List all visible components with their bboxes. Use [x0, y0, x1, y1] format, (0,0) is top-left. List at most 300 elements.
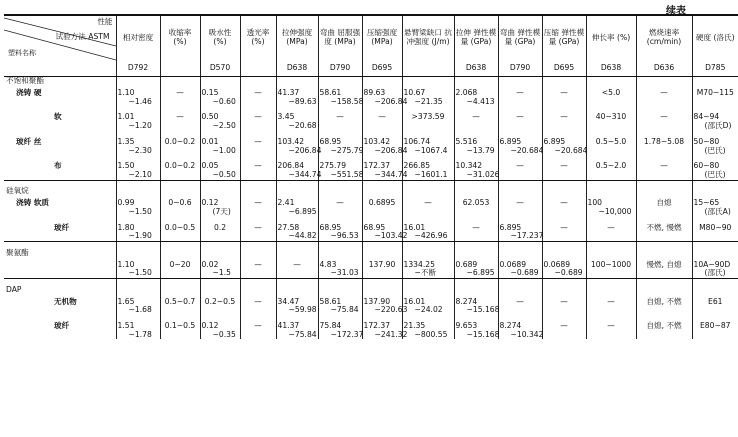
- spacer-row: [4, 242, 738, 249]
- empty-cell: [454, 286, 498, 298]
- value-cell: [542, 89, 586, 106]
- value-cell: [276, 136, 322, 155]
- value-cell: [692, 138, 738, 155]
- value-line: —: [560, 296, 568, 306]
- value-range-end: (巴氏): [704, 170, 726, 180]
- value-cell: [402, 162, 454, 180]
- value-range-end: ~0.689: [510, 268, 539, 278]
- value-line: —: [560, 112, 568, 122]
- value-cell: [454, 224, 498, 242]
- spacer-cell: [454, 180, 498, 187]
- value-cell: [636, 138, 692, 155]
- value-cell: [498, 261, 542, 279]
- value-line: 266.85: [403, 161, 431, 171]
- value-line: —: [254, 112, 262, 122]
- value-cell: [586, 199, 636, 216]
- value-cell: [200, 89, 240, 106]
- value-range-end: (邵氏A): [704, 206, 731, 216]
- empty-cell: [498, 286, 542, 298]
- value-cell: [200, 298, 240, 315]
- value-range-end: ~241.32: [374, 329, 408, 339]
- spacer-cell: [200, 180, 240, 187]
- value-line: 34.47: [277, 296, 300, 306]
- value-cell: [498, 89, 542, 106]
- row-label: [4, 261, 116, 279]
- spacer-cell: [586, 180, 636, 187]
- value-cell: [318, 322, 362, 339]
- spacer-cell: [454, 279, 498, 286]
- value-line: 1.10: [117, 259, 135, 269]
- value-range-end: ~1601.1: [414, 170, 448, 180]
- value-line: 137.90: [363, 296, 391, 306]
- column-header: 压缩强度 (MPa): [362, 15, 402, 60]
- spacer-cell: [362, 180, 402, 187]
- spacer-cell: [542, 242, 586, 249]
- astm-standard-cell: [240, 60, 276, 77]
- value-cell: [240, 199, 276, 216]
- astm-standard-cell: D790: [318, 60, 362, 77]
- spacer-cell: [276, 242, 318, 249]
- value-cell: [240, 261, 276, 279]
- value-line: 0.1~0.5: [164, 321, 196, 330]
- row-label: 玻纤 丝: [16, 136, 42, 146]
- spacer-cell: [362, 279, 402, 286]
- section-title: 硅氧烷: [6, 186, 29, 196]
- value-range-end: ~1.90: [128, 231, 152, 241]
- value-cell: [160, 138, 200, 155]
- value-line: M70~115: [696, 88, 734, 97]
- value-cell: [160, 199, 200, 216]
- value-cell: [240, 138, 276, 155]
- value-range-end: ~4.413: [466, 96, 495, 106]
- value-line: 0.2~0.5: [204, 296, 236, 306]
- value-cell: [692, 322, 738, 339]
- value-line: —: [607, 222, 615, 232]
- value-line: 1.35: [117, 136, 135, 146]
- value-line: 106.74: [403, 136, 431, 146]
- value-line: 275.79: [319, 161, 347, 171]
- empty-cell: [692, 249, 738, 261]
- astm-standard-cell: D695: [542, 60, 586, 77]
- value-cell: [586, 224, 636, 242]
- value-line: 0.01: [201, 136, 219, 146]
- empty-cell: [160, 249, 200, 261]
- column-header: 压缩 弹性模量 (GPa): [542, 15, 586, 60]
- table-row: [4, 113, 738, 130]
- value-line: 0.5~5.0: [595, 136, 627, 146]
- value-line: 0.5~0.7: [164, 296, 196, 306]
- value-line: 自熄: [656, 198, 672, 208]
- value-cell: [586, 298, 636, 315]
- value-line: 100~1000: [590, 259, 632, 269]
- spacer-cell: [692, 279, 738, 286]
- value-cell: [318, 138, 362, 155]
- value-line: 0.0~0.2: [164, 161, 196, 171]
- value-cell: [498, 322, 542, 339]
- value-cell: [542, 138, 586, 155]
- value-line: 1.10: [117, 88, 135, 97]
- value-cell: [200, 138, 240, 155]
- value-line: —: [254, 136, 262, 146]
- spacer-cell: [586, 242, 636, 249]
- value-line: 5.516: [455, 136, 478, 146]
- value-line: <5.0: [601, 88, 621, 97]
- value-cell: [636, 89, 692, 106]
- value-range-end: (巴氏): [704, 145, 726, 155]
- column-header: 弯曲 弹性模量 (GPa): [498, 15, 542, 60]
- corner-plastic-name-label: 塑料名称: [8, 48, 36, 57]
- plastics-property-table: [4, 14, 738, 339]
- value-cell: [498, 298, 542, 315]
- row-label: 布: [4, 162, 116, 180]
- value-range-end: ~15.168: [466, 305, 500, 315]
- value-cell: [276, 224, 318, 242]
- value-cell: [454, 162, 498, 180]
- spacer-cell: [498, 242, 542, 249]
- value-line: 不燃, 慢燃: [646, 222, 682, 232]
- value-cell: [692, 113, 738, 130]
- value-cell: [276, 161, 322, 180]
- value-range-end: ~0.689: [554, 268, 583, 278]
- value-cell: [362, 113, 402, 130]
- table-row: [4, 162, 738, 180]
- value-cell: [586, 322, 636, 339]
- value-cell: [362, 161, 408, 180]
- value-range-end: ~1.00: [212, 145, 236, 155]
- value-range-end: ~31.03: [330, 268, 359, 278]
- spacer-cell: [116, 279, 160, 286]
- empty-cell: [542, 286, 586, 298]
- row-label: 玻纤: [54, 321, 70, 330]
- table-row: [4, 298, 738, 315]
- column-header: 吸水性 (%): [200, 15, 240, 60]
- astm-standard-cell: D638: [586, 60, 636, 77]
- value-cell: [692, 261, 738, 279]
- value-line: —: [560, 88, 568, 97]
- header-corner: [4, 15, 116, 60]
- section-title-row: [4, 286, 738, 298]
- value-line: 1.51: [117, 321, 135, 330]
- value-line: 1.50: [117, 161, 135, 171]
- spacer-cell: [636, 180, 692, 187]
- value-cell: [636, 113, 692, 130]
- value-line: —: [516, 296, 524, 306]
- corner-test-method-label: 试验方法 ASTM: [55, 32, 110, 41]
- empty-cell: [318, 249, 362, 261]
- value-cell: [160, 89, 200, 106]
- value-range-end: ~206.84: [288, 145, 322, 155]
- value-line: —: [607, 321, 615, 330]
- value-line: 8.274: [455, 296, 478, 306]
- value-range-end: ~551.58: [330, 170, 364, 180]
- empty-cell: [240, 286, 276, 298]
- value-line: 0.5~2.0: [595, 161, 627, 171]
- table-row: [4, 322, 738, 339]
- section-title: 聚氨酯: [6, 247, 29, 257]
- value-cell: [454, 322, 498, 339]
- empty-cell: [160, 286, 200, 298]
- value-range-end: ~206.84: [374, 96, 408, 106]
- value-cell: [454, 138, 498, 155]
- corner-property-label: 性能: [97, 17, 113, 26]
- value-range-end: ~75.84: [330, 305, 359, 315]
- table-row: [4, 199, 738, 216]
- column-header: 收缩率 (%): [160, 15, 200, 60]
- value-range-end: ~1.68: [128, 305, 152, 315]
- table-row: [4, 261, 738, 279]
- spacer-cell: [542, 180, 586, 187]
- spacer-cell: [318, 242, 362, 249]
- row-label: 软: [54, 112, 62, 122]
- table-row: [4, 224, 738, 242]
- value-cell: [542, 113, 586, 130]
- column-header: 相对密度: [116, 15, 160, 60]
- value-line: E80~87: [700, 321, 731, 330]
- standard-row: [4, 60, 738, 77]
- value-cell: [402, 261, 454, 279]
- spacer-cell: [240, 242, 276, 249]
- spacer-cell: [498, 180, 542, 187]
- value-cell: [240, 298, 276, 315]
- spacer-cell: [318, 279, 362, 286]
- section-title-row: [4, 249, 738, 261]
- value-cell: [692, 199, 738, 216]
- value-line: 0.0~0.5: [164, 222, 196, 232]
- empty-cell: [362, 249, 402, 261]
- value-cell: [454, 261, 498, 279]
- spacer-cell: [402, 180, 454, 187]
- astm-standard-cell: D792: [116, 60, 160, 77]
- value-cell: [498, 113, 542, 130]
- value-cell: [318, 89, 362, 106]
- value-cell: [200, 224, 240, 242]
- value-cell: [586, 89, 636, 106]
- spacer-cell: [586, 279, 636, 286]
- value-range-end: ~1.50: [128, 268, 152, 278]
- value-range-end: ~1.46: [128, 96, 152, 106]
- value-line: 27.58: [277, 222, 300, 232]
- astm-standard-cell: D636: [636, 60, 692, 77]
- value-line: 21.35: [403, 321, 426, 330]
- value-range-end: ~13.79: [466, 145, 495, 155]
- value-line: 89.63: [363, 88, 386, 97]
- spacer-cell: [318, 180, 362, 187]
- value-cell: [402, 113, 454, 130]
- value-cell: [200, 113, 240, 130]
- value-cell: [586, 162, 636, 180]
- value-line: 16.01: [403, 296, 426, 306]
- value-cell: [276, 322, 318, 339]
- spacer-cell: [636, 279, 692, 286]
- empty-cell: [318, 286, 362, 298]
- value-range-end: ~21.35: [414, 96, 443, 106]
- value-range-end: ~31.026: [466, 170, 500, 180]
- value-line: M80~90: [699, 222, 732, 232]
- value-line: 9.653: [455, 321, 478, 330]
- value-cell: [636, 199, 692, 216]
- value-cell: [586, 113, 636, 130]
- value-cell: [276, 113, 318, 130]
- spacer-row: [4, 279, 738, 286]
- value-line: 6.895: [499, 222, 522, 232]
- row-label: 玻纤: [4, 224, 116, 242]
- value-cell: [276, 298, 318, 315]
- value-line: 15~65: [693, 198, 720, 208]
- empty-cell: [402, 249, 454, 261]
- value-cell: [240, 89, 276, 106]
- value-range-end: ~1.78: [128, 329, 152, 339]
- value-line: 0.02: [201, 259, 219, 269]
- value-cell: [116, 199, 160, 216]
- row-label: 浇铸 软质: [16, 198, 50, 208]
- empty-cell: [362, 286, 402, 298]
- value-cell: [542, 199, 586, 216]
- value-cell: [454, 89, 498, 106]
- spacer-cell: [116, 180, 160, 187]
- value-line: 1.78~5.08: [643, 136, 685, 146]
- value-line: 172.37: [363, 161, 391, 171]
- value-line: —: [516, 88, 524, 97]
- value-line: —: [176, 112, 184, 122]
- empty-cell: [542, 249, 586, 261]
- value-cell: [636, 261, 692, 279]
- value-cell: [200, 322, 240, 339]
- empty-cell: [200, 249, 240, 261]
- value-range-end: ~75.84: [288, 329, 317, 339]
- value-line: 68.95: [319, 222, 342, 232]
- value-cell: [160, 261, 200, 279]
- value-cell: [116, 298, 160, 315]
- value-line: 84~94: [693, 112, 720, 122]
- empty-cell: [116, 286, 160, 298]
- value-range-end: ~103.42: [374, 231, 408, 241]
- value-range-end: ~172.37: [330, 329, 364, 339]
- value-cell: [116, 224, 160, 242]
- value-cell: [116, 261, 160, 279]
- astm-standard-cell: D695: [362, 60, 402, 77]
- empty-cell: [276, 286, 318, 298]
- value-range-end: ~275.79: [330, 145, 364, 155]
- value-cell: [692, 89, 738, 106]
- value-cell: [318, 113, 362, 130]
- value-cell: [318, 224, 362, 242]
- value-line: 206.84: [277, 161, 305, 171]
- value-range-end: ~1.50: [128, 206, 152, 216]
- spacer-cell: [692, 180, 738, 187]
- spacer-cell: [542, 279, 586, 286]
- value-cell: [636, 298, 692, 315]
- value-cell: [402, 298, 454, 315]
- value-cell: [362, 222, 408, 242]
- value-line: —: [254, 198, 262, 208]
- column-header: 透光率 (%): [240, 15, 276, 60]
- value-cell: [160, 162, 200, 180]
- value-cell: [454, 113, 498, 130]
- value-cell: [116, 162, 160, 180]
- value-line: —: [254, 259, 262, 269]
- spacer-cell: [160, 279, 200, 286]
- astm-standard-cell: D570: [200, 60, 240, 77]
- value-line: 2.41: [277, 198, 295, 208]
- value-range-end: ~24.02: [414, 305, 443, 315]
- value-range-end: ~20.68: [288, 121, 317, 131]
- empty-cell: [586, 249, 636, 261]
- value-line: —: [254, 321, 262, 330]
- value-cell: [116, 138, 160, 155]
- spacer-cell: [200, 242, 240, 249]
- value-line: 10A~90D: [693, 259, 731, 269]
- value-range-end: ~6.895: [466, 268, 495, 278]
- value-range-end: ~0.60: [212, 96, 236, 106]
- value-cell: [542, 224, 586, 242]
- empty-cell: [116, 249, 160, 261]
- value-range-end: ~20.684: [554, 145, 588, 155]
- value-line: 3.45: [277, 112, 295, 122]
- value-cell: [636, 224, 692, 242]
- value-cell: [586, 261, 636, 279]
- row-label: 浇铸 硬: [16, 88, 42, 97]
- value-line: 8.274: [499, 321, 522, 330]
- spacer-cell: [276, 279, 318, 286]
- value-line: 0.689: [455, 259, 478, 269]
- value-line: 2.068: [455, 88, 478, 97]
- value-line: 0~0.6: [168, 198, 192, 208]
- value-range-end: ~96.53: [330, 231, 359, 241]
- value-cell: [542, 322, 586, 339]
- header-row: [4, 15, 738, 60]
- value-range-end: ~206.84: [374, 145, 408, 155]
- astm-standard-cell: D638: [276, 60, 318, 77]
- spacer-cell: [692, 242, 738, 249]
- spacer-cell: [454, 242, 498, 249]
- value-cell: [498, 162, 542, 180]
- value-cell: [160, 322, 200, 339]
- value-cell: [362, 88, 408, 106]
- value-cell: [362, 199, 402, 216]
- value-cell: [116, 113, 160, 130]
- value-line: 58.61: [319, 296, 342, 306]
- value-line: 0.12: [201, 321, 219, 330]
- value-line: 0.0689: [499, 259, 527, 269]
- value-line: —: [560, 321, 568, 330]
- value-line: 0.12: [201, 198, 219, 208]
- value-cell: [276, 261, 318, 279]
- value-line: 6.895: [499, 136, 522, 146]
- value-range-end: ~6.895: [288, 206, 317, 216]
- value-cell: [402, 89, 454, 106]
- value-line: 4.83: [319, 259, 337, 269]
- value-line: E61: [708, 296, 723, 306]
- value-range-end: ~344.74: [374, 170, 408, 180]
- section-title: DAP: [6, 284, 22, 294]
- value-range-end: ~89.63: [288, 96, 317, 106]
- value-cell: [692, 162, 738, 180]
- column-header: 拉伸强度 (MPa): [276, 15, 318, 60]
- value-range-end: ~1067.4: [414, 145, 448, 155]
- value-cell: [454, 199, 498, 216]
- astm-standard-cell: D785: [692, 60, 738, 77]
- spacer-cell: [498, 279, 542, 286]
- value-line: —: [660, 88, 668, 97]
- value-cell: [200, 199, 240, 216]
- value-cell: [498, 138, 542, 155]
- value-line: —: [254, 161, 262, 171]
- value-line: 68.95: [319, 136, 342, 146]
- empty-cell: [692, 286, 738, 298]
- value-cell: [116, 322, 160, 339]
- value-cell: [160, 224, 200, 242]
- value-cell: [160, 113, 200, 130]
